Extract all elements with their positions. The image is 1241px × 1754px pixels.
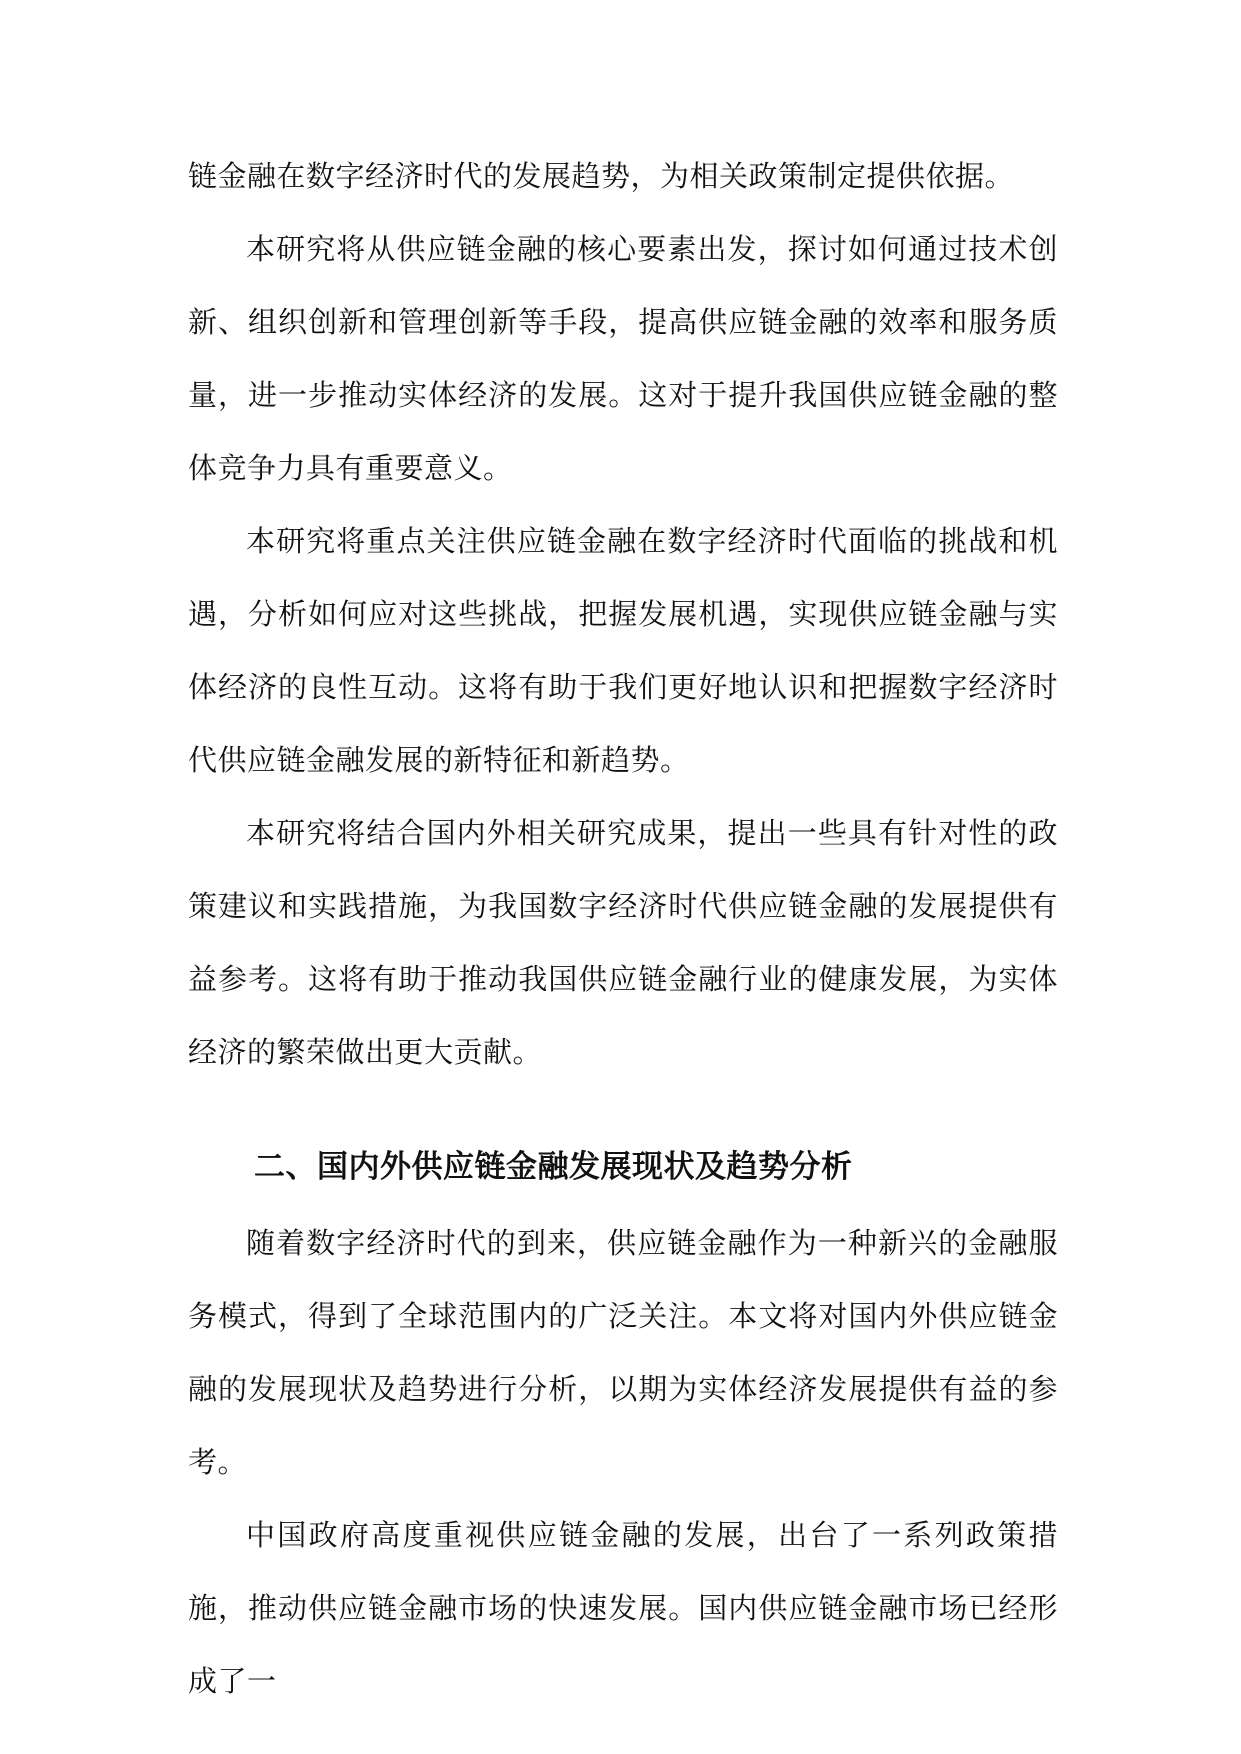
document-body — [188, 140, 1058, 1718]
paragraph-continuation: 链金融在数字经济时代的发展趋势，为相关政策制定提供依据。 — [188, 159, 1015, 193]
paragraph: 本研究将从供应链金融的核心要素出发，探讨如何通过技术创新、组织创新和管理创新等手段，提高供应链金融的效率和服务质量，进一步推动实体经济的发展。这对于提升我国供应链金融的整体竞争力具有重要意义。 — [188, 232, 1058, 485]
section-heading: 二、国内外供应链金融发展现状及趋势分析 — [254, 1149, 853, 1185]
paragraph: 随着数字经济时代的到来，供应链金融作为一种新兴的金融服务模式，得到了全球范围内的广泛关注。本文将对国内外供应链金融的发展现状及趋势进行分析，以期为实体经济发展提供有益的参考。 — [188, 1226, 1058, 1479]
paragraph: 中国政府高度重视供应链金融的发展，出台了一系列政策措施，推动供应链金融市场的快速发展。国内供应链金融市场已经形成了一 — [188, 1518, 1058, 1698]
paragraph: 本研究将重点关注供应链金融在数字经济时代面临的挑战和机遇，分析如何应对这些挑战，把握发展机遇，实现供应链金融与实体经济的良性互动。这将有助于我们更好地认识和把握数字经济时代供应链金融发展的新特征和新趋势。 — [188, 524, 1058, 777]
paragraph: 本研究将结合国内外相关研究成果，提出一些具有针对性的政策建议和实践措施，为我国数字经济时代供应链金融的发展提供有益参考。这将有助于推动我国供应链金融行业的健康发展，为实体经济的繁荣做出更大贡献。 — [188, 816, 1058, 1069]
